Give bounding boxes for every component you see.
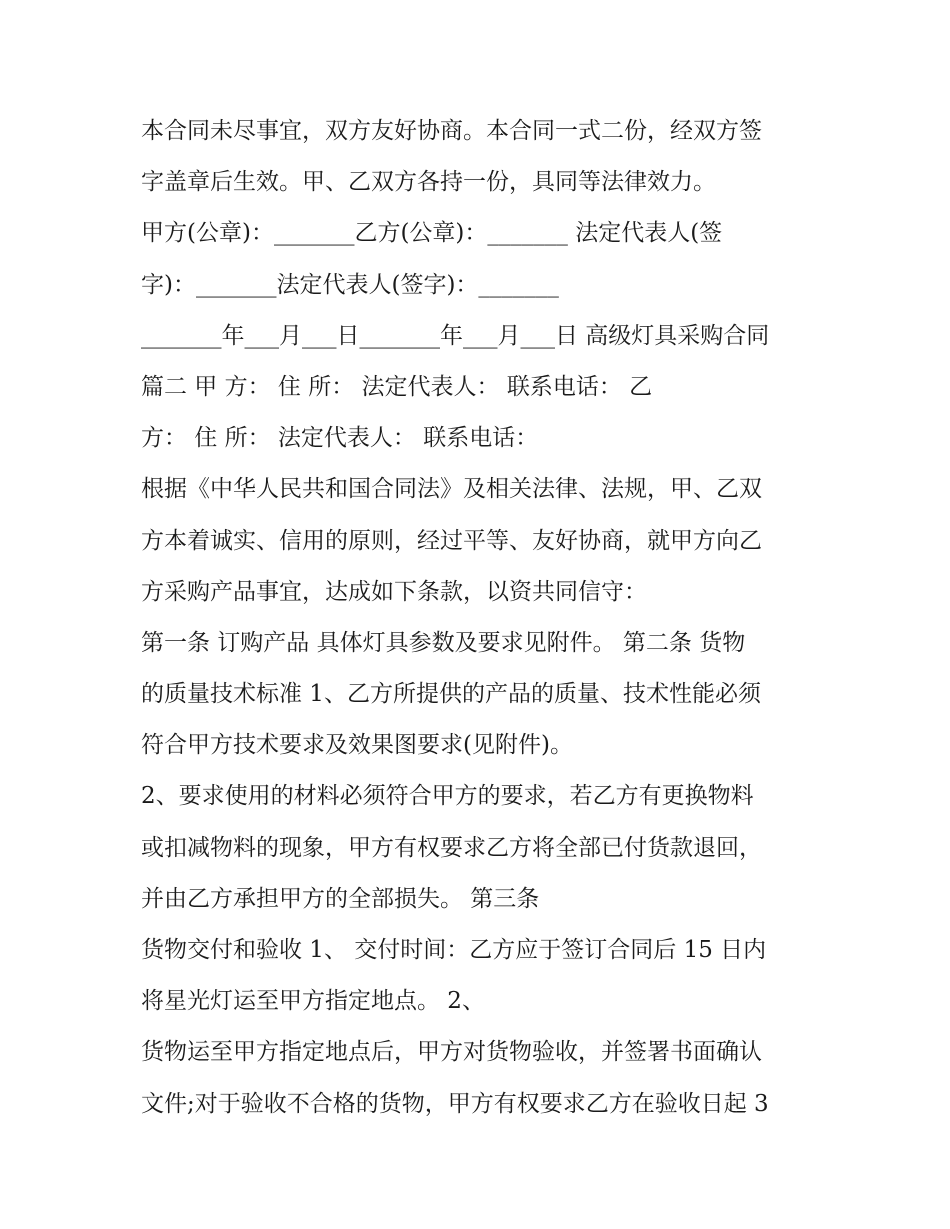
text-line: 方本着诚实、信用的原则，经过平等、友好协商，就甲方向乙 [141,527,762,554]
text-line: 文件;对于验收不合格的货物，甲方有权要求乙方在验收日起 3 [141,1090,769,1117]
text-line: _______年___月___日_______年___月___日 高级灯具采购合同 [141,322,770,349]
document-body [141,106,821,1130]
text-line: 字)：_______法定代表人(签字)：_______ [141,271,559,298]
text-line: 甲方(公章)：_______乙方(公章)：_______ 法定代表人(签 [141,220,723,247]
text-line: 2、要求使用的材料必须符合甲方的要求，若乙方有更换物料 [141,783,754,810]
text-line: 方： 住 所： 法定代表人： 联系电话： [141,425,539,452]
text-line: 本合同未尽事宜，双方友好协商。本合同一式二份，经双方签 [141,118,762,144]
text-line: 第一条 订购产品 具体灯具参数及要求见附件。 第二条 货物 [141,629,746,656]
text-line: 字盖章后生效。甲、乙双方各持一份，具同等法律效力。 [141,169,716,196]
text-line: 根据《中华人民共和国合同法》及相关法律、法规，甲、乙双 [141,476,762,503]
text-line: 篇二 甲 方： 住 所： 法定代表人： 联系电话： 乙 [141,373,653,400]
text-line: 的质量技术标准 1、乙方所提供的产品的质量、技术性能必须 [141,681,761,708]
text-line: 符合甲方技术要求及效果图要求(见附件)。 [141,732,573,759]
text-line: 货物运至甲方指定地点后，甲方对货物验收，并签署书面确认 [141,1039,762,1066]
text-line: 货物交付和验收 1、 交付时间：乙方应于签订合同后 15 日内 [141,937,767,963]
text-line: 或扣减物料的现象，甲方有权要求乙方将全部已付货款退回， [141,834,762,861]
text-line: 方采购产品事宜，达成如下条款，以资共同信守： [141,578,647,605]
text-line: 将星光灯运至甲方指定地点。 2、 [141,988,485,1015]
text-line: 并由乙方承担甲方的全部损失。 第三条 [141,885,540,912]
